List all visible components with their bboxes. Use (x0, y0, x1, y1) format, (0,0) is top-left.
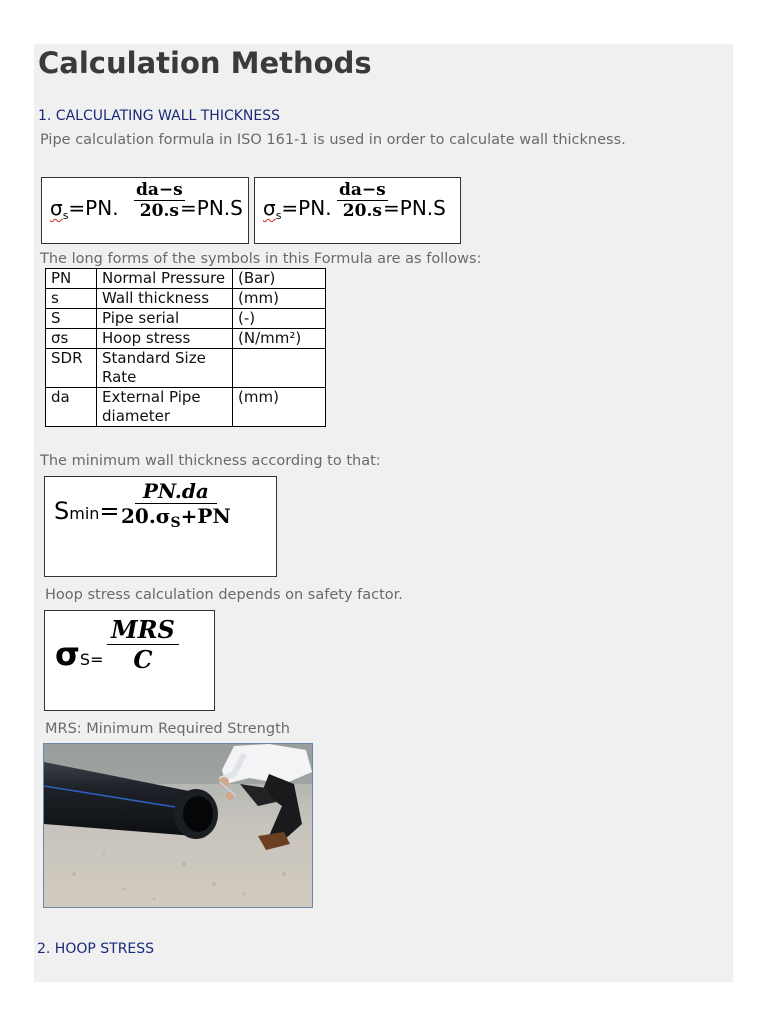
table-row (46, 269, 326, 289)
unit-cell (233, 349, 326, 388)
formula-fraction (121, 479, 231, 531)
symbol-cell: SDR (46, 349, 97, 388)
intro-paragraph: Pipe calculation formula in ISO 161-1 is used in order to calculate wall thickness. (40, 132, 626, 148)
formula-box-hoop-stress (44, 610, 215, 711)
pipe-measurement-photo (43, 743, 313, 908)
table-row (46, 349, 326, 388)
unit-cell: (-) (233, 309, 326, 329)
description-cell: Wall thickness (97, 289, 233, 309)
unit-cell: (N/mm²) (233, 329, 326, 349)
formula-lhs: $\sigma_s=PN$. (263, 196, 332, 222)
formula-rhs: =PN.S (180, 196, 243, 220)
unit-cell: (Bar) (233, 269, 326, 289)
symbols-table (45, 268, 326, 427)
fraction-numerator: PN.da (135, 479, 217, 504)
formula-fraction (337, 180, 388, 221)
symbols-intro: The long forms of the symbols in this Formula are as follows: (40, 251, 482, 267)
min-thickness-intro: The minimum wall thickness according to that: (40, 453, 381, 469)
fraction-denominator: 20.s (139, 201, 179, 221)
fraction-numerator: MRS (107, 615, 179, 645)
mrs-note: MRS: Minimum Required Strength (45, 721, 290, 737)
fraction-numerator: da−s (136, 180, 183, 200)
description-cell: Hoop stress (97, 329, 233, 349)
fraction-denominator: C (133, 645, 153, 674)
pipe-photo-illustration (44, 744, 312, 907)
hoop-stress-intro: Hoop stress calculation depends on safety factor. (45, 587, 403, 603)
unit-cell: (mm) (233, 289, 326, 309)
fraction-numerator: da−s (339, 180, 386, 200)
formula-fraction (107, 615, 179, 674)
formula-lhs: Smin= (54, 497, 120, 525)
description-cell: Pipe serial (97, 309, 233, 329)
formula-lhs: $\sigma_s=PN$. (50, 196, 119, 222)
unit-cell: (mm) (233, 388, 326, 427)
formula-box-min-thickness (44, 476, 277, 577)
symbol-cell: da (46, 388, 97, 427)
table-row (46, 289, 326, 309)
section-heading-wall-thickness: 1. CALCULATING WALL THICKNESS (38, 108, 281, 124)
formula-fraction (134, 180, 185, 221)
symbol-cell: S (46, 309, 97, 329)
formula-box-1 (41, 177, 249, 244)
table-row (46, 388, 326, 427)
symbol-cell: σs (46, 329, 97, 349)
table-row (46, 309, 326, 329)
section-heading-hoop-stress: 2. HOOP STRESS (37, 941, 155, 957)
fraction-denominator: $20.\sigma_S+PN$ (121, 504, 231, 531)
symbol-cell: PN (46, 269, 97, 289)
fraction-denominator: 20.s (342, 201, 382, 221)
table-row (46, 329, 326, 349)
formula-rhs: =PN.S (383, 196, 446, 220)
page-title: Calculation Methods (38, 46, 372, 80)
description-cell: Normal Pressure (97, 269, 233, 289)
description-cell: Standard Size Rate (97, 349, 233, 388)
formula-lhs: σS= (55, 635, 104, 673)
description-cell: External Pipe diameter (97, 388, 233, 427)
formula-box-2 (254, 177, 461, 244)
symbol-cell: s (46, 289, 97, 309)
